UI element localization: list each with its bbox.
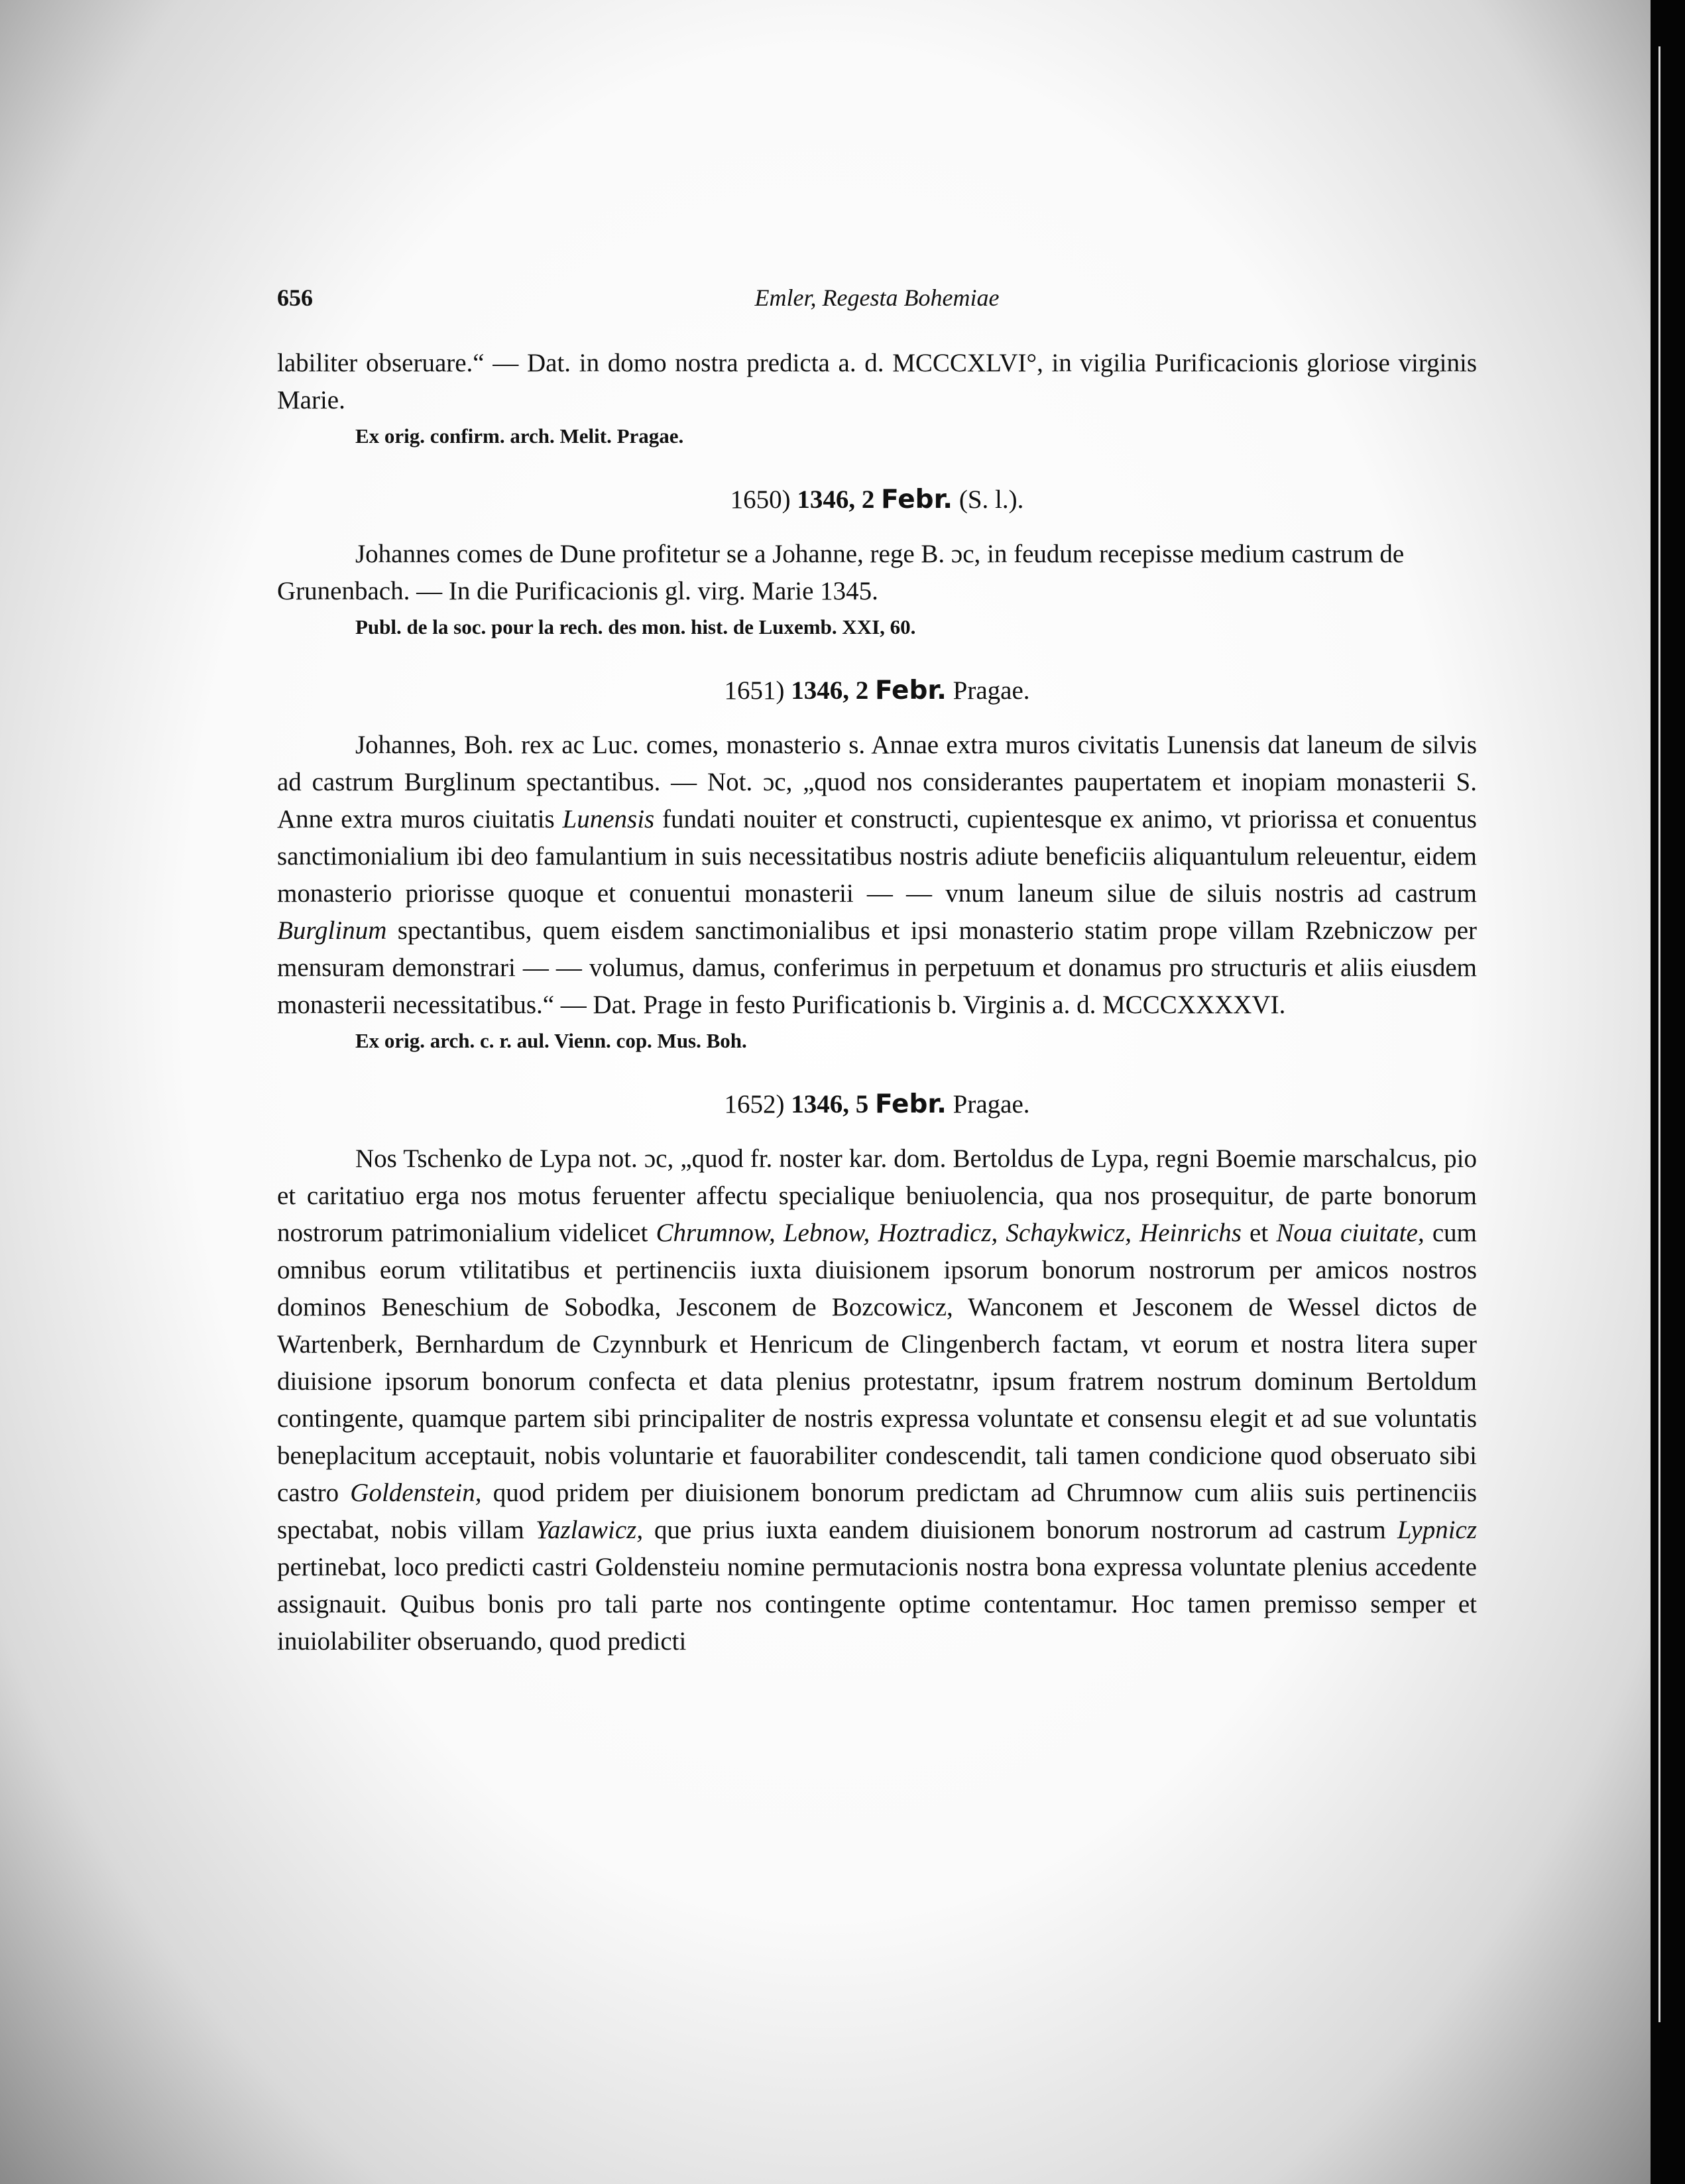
entry-italic: Yazlawicz, bbox=[535, 1516, 644, 1544]
entry-source-1651: Ex orig. arch. c. r. aul. Vienn. cop. Mus. Boh. bbox=[355, 1029, 747, 1052]
page-content bbox=[277, 278, 1477, 1660]
entry-day: 5 bbox=[855, 1090, 869, 1119]
entry-place: Pragae. bbox=[953, 1090, 1030, 1119]
entry-italic: Noua ciuitate, bbox=[1276, 1219, 1424, 1247]
entry-heading-1652 bbox=[277, 1086, 1477, 1123]
entry-text: quod pridem per diuisionem bonorum predictam ad Chrumnow cum aliis suis pertinenciis spectabat, nobis villam bbox=[277, 1479, 1477, 1544]
entry-number: 1651) bbox=[724, 676, 785, 705]
entry-text: Johannes comes de Dune profitetur se a Johanne, rege B. ɔc, in feudum recepisse medium castrum de Grunenbach. — In die Purificacionis gl. virg. Marie 1345. bbox=[277, 540, 1405, 605]
entry-heading-1651 bbox=[277, 672, 1477, 709]
entry-number: 1650) bbox=[730, 485, 791, 514]
entry-text: et bbox=[1249, 1219, 1269, 1247]
entry-text: Nos Tschenko de Lypa not. ɔc, „quod fr. noster kar. dom. Bertoldus de Lypa, regni Boemie marschalcus, pio et caritatiuo erga nos motus feruenter affectu specialique beniuolencia, qua nos prosequitur, de parte bonorum nostrorum patrimonialium videlicet bbox=[277, 1144, 1477, 1247]
scan-edge bbox=[1651, 0, 1685, 2184]
entry-text: spectantibus, quem eisdem sanctimonialibus et ipsi monasterio statim prope villam Rzebniczow per mensuram demonstrari — — volumus, damus, conferimus in perpetuum et donamus pro structuris et aliis eiusdem monasterii necessitatibus.“ — Dat. Prage in festo Purificationis b. Virginis a. d. MCCCXXXXVI. bbox=[277, 916, 1478, 1019]
entry-italic: Burglinum bbox=[277, 916, 387, 945]
running-header bbox=[277, 278, 1477, 318]
entry-italic: Chrumnow, Lebnow, Hoztradicz, Schaykwicz, Heinrichs bbox=[656, 1219, 1242, 1247]
entry-text: cum omnibus eorum vtilitatibus et pertinenciis iuxta diuisionem ipsorum bonorum nostrorum per amicos nostros dominos Beneschium de Sobodka, Jesconem de Bozcowicz, Wanconem et Jesconem de Wessel dictos de Wartenberk, Bernhardum de Czynnburk et Henricum de Clingenberch factam, vt eorum et nostra litera super diuisione ipsorum bonorum confecta et data plenius protestatnr, ipsum fratrem nostrum dominum Bertoldum contingente, quamque partem sibi principaliter de nostris expressa voluntate et consensu elegit et ad sue voluntatis beneplacitum acceptauit, nobis voluntarie et fauorabiliter condescendit, tali tamen condicione quod obseruato sibi castro bbox=[277, 1219, 1477, 1507]
entry-day: 2 bbox=[861, 485, 875, 514]
entry-heading-1650 bbox=[277, 481, 1477, 518]
entry-month: Febr. bbox=[874, 1089, 947, 1119]
entry-year: 1346, bbox=[791, 676, 849, 705]
entry-text: pertinebat, loco predicti castri Goldensteiu nomine permutacionis nostra bona expressa voluntate plenius accedente assignauit. Quibus bonis pro tali parte nos contingente optime contentamur. Hoc tamen premisso semper et inuiolabiliter obseruando, quod predicti bbox=[277, 1553, 1477, 1656]
entry-italic: Goldenstein, bbox=[350, 1479, 482, 1507]
entry-day: 2 bbox=[855, 676, 869, 705]
entry-place: Pragae. bbox=[953, 676, 1030, 705]
entry-number: 1652) bbox=[724, 1090, 785, 1119]
entry-body-1652 bbox=[277, 1140, 1477, 1660]
entry-place: (S. l.). bbox=[959, 485, 1024, 514]
entry-italic: Lypnicz bbox=[1397, 1516, 1478, 1544]
entry-month: Febr. bbox=[881, 485, 953, 515]
entry-year: 1346, bbox=[797, 485, 856, 514]
entry-year: 1346, bbox=[791, 1090, 849, 1119]
intro-text: labiliter obseruare.“ — Dat. in domo nostra predicta a. d. MCCCXLVI°, in vigilia Purificacionis gloriose virginis Marie. bbox=[277, 349, 1477, 414]
entry-text: Johannes, Boh. rex ac Luc. comes, monasterio s. Annae extra muros civitatis Lunensis dat laneum de silvis ad castrum Burglinum spectantibus. — Not. ɔc, „quod nos considerantes paupertatem et inopiam monasterii S. Anne extra muros ciuitatis bbox=[277, 731, 1477, 833]
entry-italic: Lunensis bbox=[562, 805, 655, 833]
page-number: 656 bbox=[277, 284, 313, 311]
entry-source-1650: Publ. de la soc. pour la rech. des mon. hist. de Luxemb. XXI, 60. bbox=[355, 615, 916, 638]
entry-body-1650 bbox=[277, 536, 1477, 610]
edge-rule bbox=[1658, 46, 1660, 2022]
running-title: Emler, Regesta Bohemiae bbox=[754, 284, 1000, 311]
intro-source: Ex orig. confirm. arch. Melit. Pragae. bbox=[355, 424, 684, 448]
entry-month: Febr. bbox=[874, 676, 947, 705]
entry-text: fundati nouiter et constructi, cupientesque ex animo, vt priorissa et conuentus sanctimonialium ibi deo famulantium in suis necessitatibus nostris adiute beneficiis aliquantulum releuentur, eidem monasterio priorisse quoque et conuentui monasterii — — vnum laneum silue de siluis nostris ad castrum bbox=[277, 805, 1477, 908]
entry-body-1651 bbox=[277, 727, 1477, 1024]
entry-text: que prius iuxta eandem diuisionem bonorum nostrorum ad castrum bbox=[654, 1516, 1386, 1544]
